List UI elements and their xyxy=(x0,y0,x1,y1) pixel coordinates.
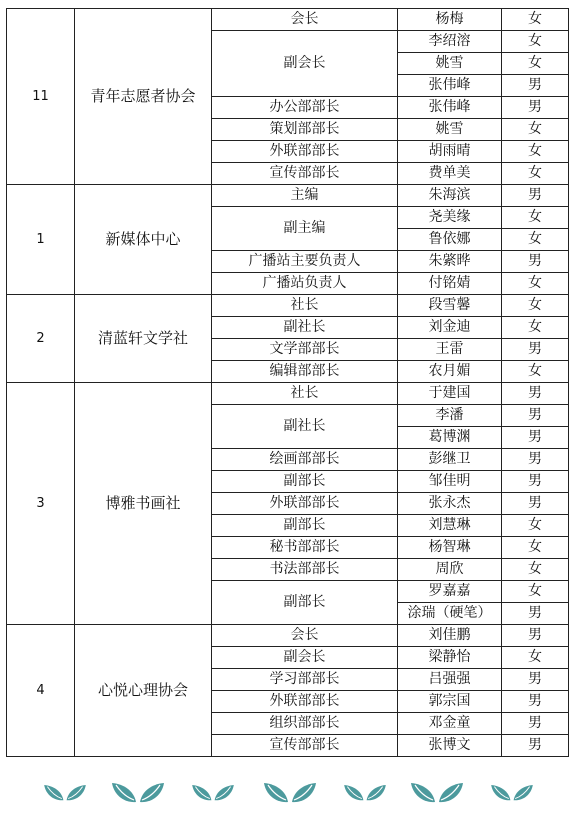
member-gender: 女 xyxy=(502,229,569,251)
role-title: 办公部部长 xyxy=(212,97,398,119)
member-name: 杨梅 xyxy=(398,9,502,31)
member-gender: 男 xyxy=(502,713,569,735)
group-number: 2 xyxy=(7,295,75,383)
roster-body xyxy=(7,9,569,757)
member-gender: 女 xyxy=(502,559,569,581)
member-name: 付铭婧 xyxy=(398,273,502,295)
member-gender: 男 xyxy=(502,669,569,691)
role-title: 广播站主要负责人 xyxy=(212,251,398,273)
member-gender: 女 xyxy=(502,53,569,75)
leaf-pair-icon xyxy=(44,785,86,800)
role-title: 组织部部长 xyxy=(212,713,398,735)
organization-name: 青年志愿者协会 xyxy=(75,9,212,185)
member-gender: 男 xyxy=(502,493,569,515)
role-title: 广播站负责人 xyxy=(212,273,398,295)
roster-table xyxy=(6,8,569,757)
member-name: 农月媚 xyxy=(398,361,502,383)
member-gender: 男 xyxy=(502,427,569,449)
leaf-pair-icon xyxy=(192,785,234,800)
role-title: 绘画部部长 xyxy=(212,449,398,471)
role-title: 外联部部长 xyxy=(212,493,398,515)
member-name: 邹佳明 xyxy=(398,471,502,493)
role-title: 外联部部长 xyxy=(212,691,398,713)
member-name: 费单美 xyxy=(398,163,502,185)
leaf-pair-icon xyxy=(264,783,316,802)
member-gender: 男 xyxy=(502,339,569,361)
member-gender: 男 xyxy=(502,251,569,273)
organization-name: 新媒体中心 xyxy=(75,185,212,295)
role-title: 副会长 xyxy=(212,31,398,97)
member-name: 刘佳鹏 xyxy=(398,625,502,647)
group-number: 3 xyxy=(7,383,75,625)
member-name: 彭继卫 xyxy=(398,449,502,471)
member-gender: 男 xyxy=(502,97,569,119)
group-number: 1 xyxy=(7,185,75,295)
role-title: 书法部部长 xyxy=(212,559,398,581)
member-gender: 男 xyxy=(502,75,569,97)
member-name: 段雪馨 xyxy=(398,295,502,317)
member-gender: 女 xyxy=(502,515,569,537)
role-title: 社长 xyxy=(212,295,398,317)
member-gender: 女 xyxy=(502,31,569,53)
member-gender: 男 xyxy=(502,603,569,625)
member-gender: 女 xyxy=(502,295,569,317)
leaf-pair-icon xyxy=(491,785,533,800)
member-name: 周欣 xyxy=(398,559,502,581)
role-title: 副主编 xyxy=(212,207,398,251)
role-title: 外联部部长 xyxy=(212,141,398,163)
member-name: 涂瑞（硬笔） xyxy=(398,603,502,625)
role-title: 副会长 xyxy=(212,647,398,669)
member-name: 邓金童 xyxy=(398,713,502,735)
role-title: 副部长 xyxy=(212,471,398,493)
member-name: 梁静怡 xyxy=(398,647,502,669)
member-gender: 女 xyxy=(502,537,569,559)
organization-name: 心悦心理协会 xyxy=(75,625,212,757)
role-title: 主编 xyxy=(212,185,398,207)
role-title: 文学部部长 xyxy=(212,339,398,361)
table-row xyxy=(7,185,569,207)
role-title: 社长 xyxy=(212,383,398,405)
role-title: 副社长 xyxy=(212,405,398,449)
member-name: 葛博渊 xyxy=(398,427,502,449)
footer-decoration xyxy=(0,778,576,808)
member-gender: 女 xyxy=(502,581,569,603)
member-gender: 女 xyxy=(502,119,569,141)
member-gender: 男 xyxy=(502,471,569,493)
member-name: 于建国 xyxy=(398,383,502,405)
role-title: 会长 xyxy=(212,625,398,647)
member-gender: 男 xyxy=(502,185,569,207)
organization-name: 清蓝轩文学社 xyxy=(75,295,212,383)
role-title: 策划部部长 xyxy=(212,119,398,141)
member-name: 李绍溶 xyxy=(398,31,502,53)
member-name: 刘金迪 xyxy=(398,317,502,339)
member-name: 杨智琳 xyxy=(398,537,502,559)
member-gender: 男 xyxy=(502,383,569,405)
member-name: 吕强强 xyxy=(398,669,502,691)
member-name: 张伟峰 xyxy=(398,97,502,119)
role-title: 秘书部部长 xyxy=(212,537,398,559)
member-name: 尧美缘 xyxy=(398,207,502,229)
role-title: 副部长 xyxy=(212,581,398,625)
member-gender: 女 xyxy=(502,273,569,295)
member-name: 姚雪 xyxy=(398,119,502,141)
member-name: 朱海滨 xyxy=(398,185,502,207)
leaf-pair-icon xyxy=(112,783,164,802)
member-gender: 男 xyxy=(502,625,569,647)
member-gender: 女 xyxy=(502,163,569,185)
leaf-pair-icon xyxy=(344,785,386,800)
member-gender: 女 xyxy=(502,361,569,383)
table-row xyxy=(7,9,569,31)
member-name: 张博文 xyxy=(398,735,502,757)
group-number: 4 xyxy=(7,625,75,757)
member-name: 朱綮晔 xyxy=(398,251,502,273)
table-row xyxy=(7,295,569,317)
member-name: 姚雪 xyxy=(398,53,502,75)
member-gender: 女 xyxy=(502,317,569,339)
leaf-pair-icon xyxy=(411,783,463,802)
role-title: 副社长 xyxy=(212,317,398,339)
role-title: 宣传部部长 xyxy=(212,735,398,757)
member-name: 郭宗国 xyxy=(398,691,502,713)
member-name: 张永杰 xyxy=(398,493,502,515)
table-row xyxy=(7,625,569,647)
member-gender: 女 xyxy=(502,141,569,163)
role-title: 副部长 xyxy=(212,515,398,537)
member-gender: 女 xyxy=(502,9,569,31)
member-name: 张伟峰 xyxy=(398,75,502,97)
role-title: 会长 xyxy=(212,9,398,31)
group-number: 11 xyxy=(7,9,75,185)
member-gender: 男 xyxy=(502,405,569,427)
member-gender: 男 xyxy=(502,691,569,713)
role-title: 宣传部部长 xyxy=(212,163,398,185)
member-name: 胡雨晴 xyxy=(398,141,502,163)
role-title: 编辑部部长 xyxy=(212,361,398,383)
member-gender: 女 xyxy=(502,647,569,669)
organization-name: 博雅书画社 xyxy=(75,383,212,625)
table-row xyxy=(7,383,569,405)
member-gender: 男 xyxy=(502,449,569,471)
role-title: 学习部部长 xyxy=(212,669,398,691)
member-name: 刘慧琳 xyxy=(398,515,502,537)
member-name: 罗嘉嘉 xyxy=(398,581,502,603)
member-name: 李潘 xyxy=(398,405,502,427)
member-name: 王雷 xyxy=(398,339,502,361)
member-name: 鲁依娜 xyxy=(398,229,502,251)
member-gender: 男 xyxy=(502,735,569,757)
member-gender: 女 xyxy=(502,207,569,229)
